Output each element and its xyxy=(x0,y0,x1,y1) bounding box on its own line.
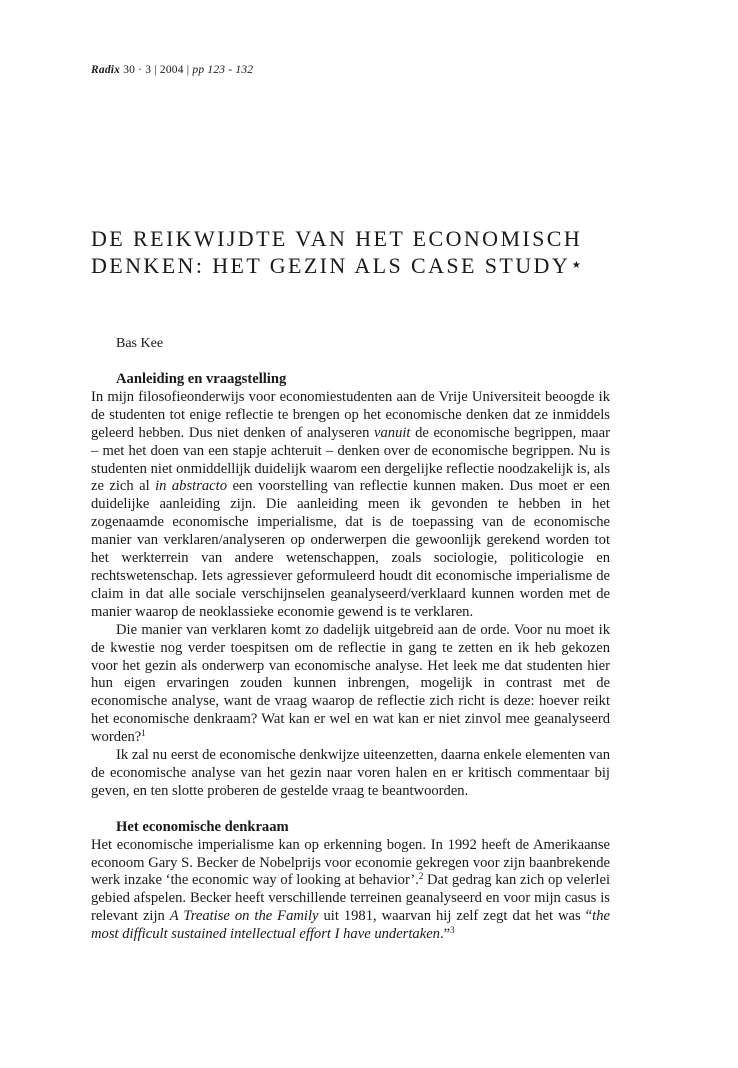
article-title xyxy=(91,225,651,279)
section-heading: Aanleiding en vraagstelling xyxy=(116,371,287,387)
footnote-marker[interactable]: 2 xyxy=(418,871,424,882)
header-separator: | xyxy=(154,64,157,76)
header-separator: | xyxy=(186,64,190,76)
emphasis-text: vanuit xyxy=(374,424,411,441)
journal-header xyxy=(91,64,253,76)
article-title-text: DE REIKWIJDTE VAN HET ECONOMISCH DENKEN: HET GEZIN ALS CASE STUDY xyxy=(91,226,583,278)
paragraph: In mijn filosofieonderwijs voor economiestudenten aan de Vrije Universiteit beoogde ik de studenten tot enige reflectie te brengen op het economische denken dat ze inmiddels geleerd hebben. Dus niet denken of analyseren vanuit de economische begrippen, maar – met het doen van een stapje achteruit – denken over de economische begrippen. Nu is studenten niet onmiddellijk duidelijk waarom een dergelijke reflectie noodzakelijk is, als ze zich al in abstracto een voorstelling van reflectie kunnen maken. Dus moet er een duidelijke aanleiding zijn. Die aanleiding meen ik gevonden te hebben in het zogenaamde economische imperialisme, dat is de toepassing van de economische manier van verklaren/analyseren op onderwerpen die gewoonlijk gerekend worden tot het werkterrein van andere wetenschappen, zoals sociologie, politicologie en rechtswetenschap. Iets agressiever geformuleerd houdt dit economische imperialisme de claim in dat alle sociale verschijnselen geanalyseerd/verklaard kunnen worden met de manier waarop de neoklassieke economie gewend is te verklaren. xyxy=(91,388,610,620)
journal-name: Radix xyxy=(91,64,121,76)
footnote-marker[interactable]: 1 xyxy=(141,728,146,739)
journal-year: 2004 xyxy=(159,64,184,76)
paragraph: Ik zal nu eerst de economische denkwijze uiteenzetten, daarna enkele elementen van de economische analyse van het gezin naar voren halen en er kritisch commentaar bij geven, en ten slotte proberen de gestelde vraag te beantwoorden. xyxy=(91,747,610,799)
journal-issue: 30 · 3 xyxy=(123,64,152,76)
paragraph: Het economische imperialisme kan op erkenning bogen. In 1992 heeft de Amerikaanse econoom Gary S. Becker de Nobelprijs voor economie gekregen voor zijn baanbrekende werk inzake ‘the economic way of looking at behavior’.$^2$ Dat gedrag kan zich op velerlei gebied afspelen. Becker heeft verschillende terreinen geanalyseerd en voor mijn casus is relevant zijn A Treatise on the Family uit 1981, waarvan hij zelf zegt dat het was “the most difficult sustained intellectual effort I have undertaken.”$^3$ xyxy=(91,836,610,943)
section-heading: Het economische denkraam xyxy=(116,818,289,835)
paragraph: Die manier van verklaren komt zo dadelijk uitgebreid aan de orde. Voor nu moet ik de kwestie nog verder toespitsen om de reflectie in gang te zetten en ik heb gekozen voor het gezin als onderwerp van economische analyse. Het leek me dat studenten hier hun eigen ervaringen zouden kunnen inbrengen, mogelijk in contrast met de economische analyse, want de vraag waarop de reflectie zich richt is deze: hoever reikt het economische denkraam? Wat kan er wel en wat kan er niet zinvol mee geanalyseerd worden?$^1$ xyxy=(91,621,610,746)
emphasis-text: in abstracto xyxy=(155,478,228,495)
quotation-text: the most difficult sustained intellectual effort I have undertaken xyxy=(91,908,610,943)
journal-pages: pp 123 - 132 xyxy=(192,64,254,76)
footnote-marker[interactable]: 3 xyxy=(450,925,455,936)
article-body xyxy=(91,371,610,944)
title-footnote-star-icon: ⋆ xyxy=(570,254,583,276)
book-title: A Treatise on the Family xyxy=(169,908,319,925)
article-author: Bas Kee xyxy=(116,336,164,351)
